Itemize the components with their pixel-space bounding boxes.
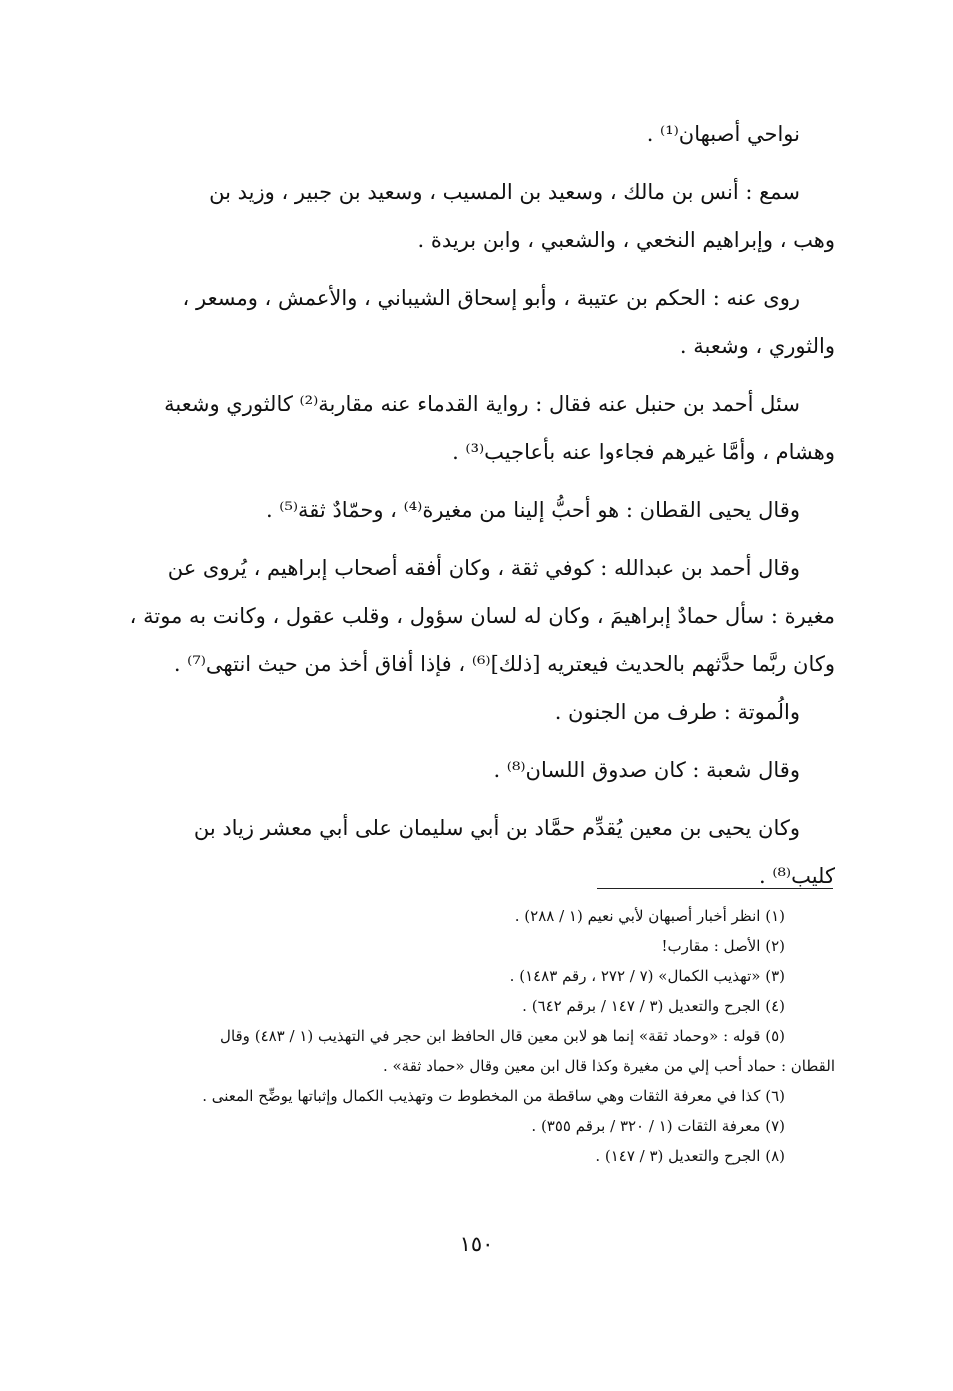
footnote: (٢) الأصل : مقارب! [661,937,785,955]
text-line: وقال شعبة : كان صدوق اللسان⁽⁸⁾ . [493,758,800,782]
text-line: نواحي أصبهان⁽¹⁾ . [646,122,800,146]
footnote: (٥) قوله : «وحماد ثقة» إنما هو لابن معين قال الحافظ ابن حجر في التهذيب (١ / ٤٨٣) وقال [220,1027,785,1045]
footnotes [110,901,835,1171]
text-line: سئل أحمد بن حنبل عنه فقال : رواية القدماء عنه مقاربة⁽²⁾ كالثوري وشعبة [164,392,800,416]
text-line: سمع : أنس بن مالك ، وسعيد بن المسيب ، وسعيد بن جبير ، وزيد بن [209,180,800,204]
text-line: كليب⁽⁸⁾ . [758,864,835,888]
page-number: ١٥٠ [459,1232,494,1256]
text-line: وقال يحيى القطان : هو أحبُّ إلينا من مغيرة⁽⁴⁾ ، وحمّادٌ ثقة⁽⁵⁾ . [265,498,800,522]
text-line: وكان ربَّما حدَّثهم بالحديث فيعتريه [ذلك]⁽⁶⁾ ، فإذا أفاق أخذ من حيث انتهى⁽⁷⁾ . [173,652,835,676]
footnote-divider [597,888,833,889]
footnote: (٧) معرفة الثقات (١ / ٣٢٠ / برقم ٣٥٥) . [531,1117,785,1135]
footnote: (١) انظر أخبار أصبهان لأبي نعيم (١ / ٢٨٨) . [514,907,785,925]
text-line: وقال أحمد بن عبدالله : كوفي ثقة ، وكان أفقه أصحاب إبراهيم ، يُروى عن [167,556,800,580]
text-line: وهشام ، وأمَّا غيرهم فجاءوا عنه بأعاجيب⁽³⁾ . [452,440,835,464]
text-line: والثوري ، وشعبة . [679,334,835,358]
text-line: والُموتة : طرف من الجنون . [554,700,800,724]
text-line: مغيرة : سأل حمادٌ إبراهيمَ ، وكان له لسان سؤول ، وقلب عقول ، وكانت به موتة ، [129,604,835,628]
text-line: روى عنه : الحكم بن عتيبة ، وأبو إسحاق الشيباني ، والأعمش ، ومسعر ، [182,286,800,310]
text-line: وهب ، وإبراهيم النخعي ، والشعبي ، وابن بريدة . [417,228,835,252]
footnote: (٨) الجرح والتعديل (٣ / ١٤٧) . [595,1147,785,1165]
footnote: (٣) «تهذيب الكمال» (٧ / ٢٧٢ ، رقم ١٤٨٣) . [509,967,785,985]
main-text [110,110,835,900]
footnote-continuation: القطان : حماد أحب إلي من مغيرة وكذا قال ابن معين وقال «حماد ثقة» . [382,1057,835,1075]
text-line: وكان يحيى بن معين يُقدِّم حمَّاد بن أبي سليمان على أبي معشر زياد بن [193,816,800,840]
footnote: (٦) كذا في معرفة الثقات وهي ساقطة من المخطوط ت وتهذيب الكمال وإثباتها يوضِّح المعنى . [202,1087,785,1105]
footnote: (٤) الجرح والتعديل (٣ / ١٤٧ / برقم ٦٤٢) . [522,997,785,1015]
